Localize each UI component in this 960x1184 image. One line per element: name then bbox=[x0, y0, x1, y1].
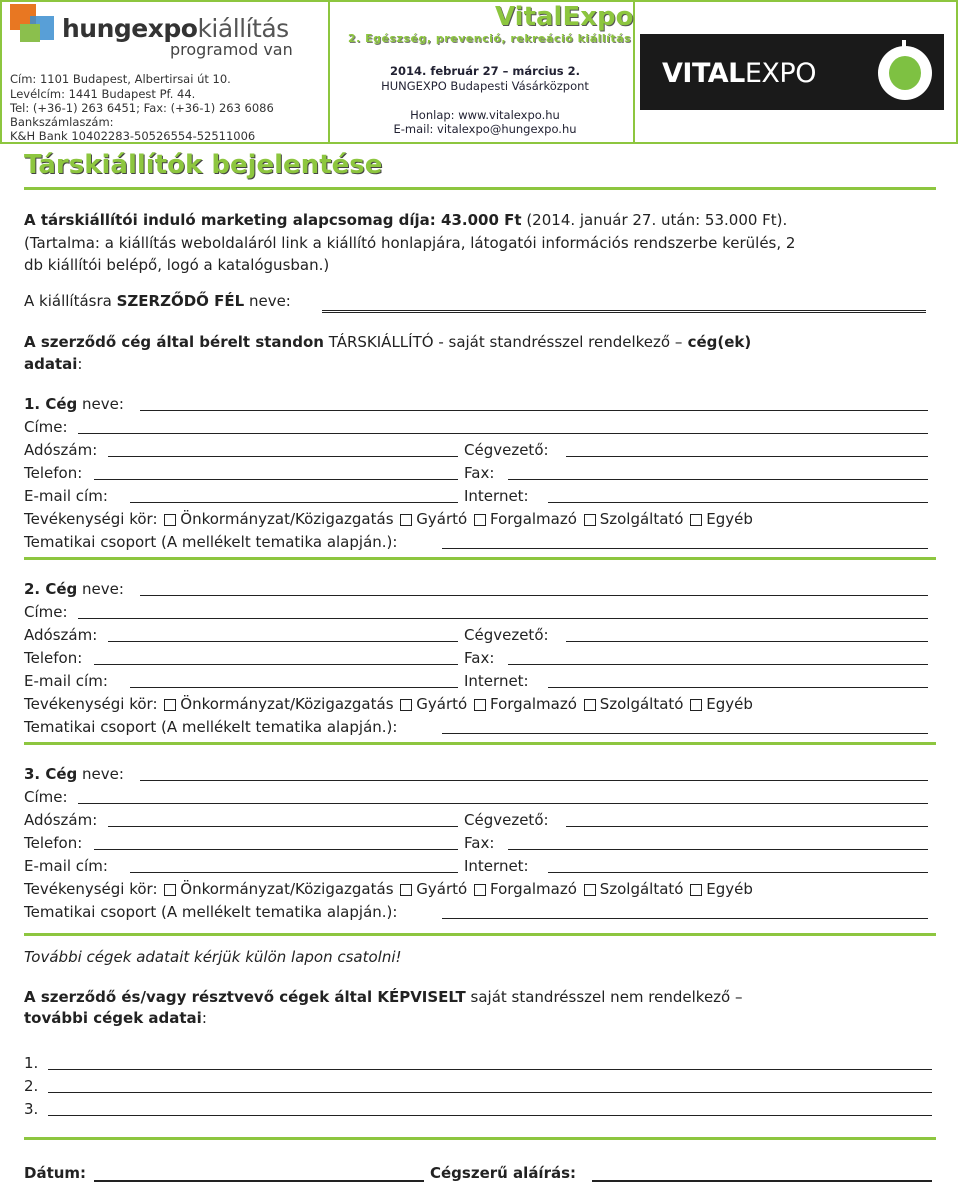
signature-label: Cégszerű aláírás: bbox=[430, 1164, 577, 1182]
activity-option-label: Forgalmazó bbox=[490, 880, 577, 898]
apple-icon bbox=[878, 46, 932, 100]
fax-label: Fax: bbox=[464, 834, 495, 852]
activity-row bbox=[24, 510, 753, 528]
activity-checkbox[interactable] bbox=[584, 884, 596, 896]
companies-head-colon: : bbox=[77, 355, 83, 373]
page-title: Társkiállítók bejelentése bbox=[24, 150, 383, 180]
contract-name-field[interactable] bbox=[322, 290, 926, 313]
activity-row bbox=[24, 695, 753, 713]
company-address-field[interactable] bbox=[78, 433, 928, 434]
company-number: 3. Cég bbox=[24, 765, 78, 783]
company-name-suffix: neve: bbox=[77, 765, 124, 783]
company-address-label: Címe: bbox=[24, 418, 68, 436]
activity-checkbox[interactable] bbox=[400, 884, 412, 896]
companies-head-end: cég(ek) bbox=[682, 333, 752, 351]
represented-item-label: 3. bbox=[24, 1100, 39, 1118]
activity-checkbox[interactable] bbox=[690, 884, 702, 896]
tax-number-label: Adószám: bbox=[24, 811, 98, 829]
internet-label: Internet: bbox=[464, 857, 529, 875]
phone-field[interactable] bbox=[94, 849, 458, 850]
represented-bold: A szerződő és/vagy résztvevő cégek által KÉPVISELT bbox=[24, 988, 466, 1006]
contract-bold: SZERZŐDŐ FÉL bbox=[116, 292, 245, 310]
logo-light: EXPO bbox=[744, 58, 816, 89]
phone-field[interactable] bbox=[94, 664, 458, 665]
company-name-label bbox=[24, 395, 124, 413]
company-address-field[interactable] bbox=[78, 618, 928, 619]
represented-item-field[interactable] bbox=[48, 1092, 932, 1093]
brand-bold: hungexpo bbox=[62, 14, 198, 43]
internet-label: Internet: bbox=[464, 487, 529, 505]
intro-bold: A társkiállítói induló marketing alapcsomag díja: 43.000 Ft bbox=[24, 211, 522, 229]
activity-checkbox[interactable] bbox=[164, 884, 176, 896]
activity-checkbox[interactable] bbox=[474, 699, 486, 711]
tax-number-label: Adószám: bbox=[24, 441, 98, 459]
phone-field[interactable] bbox=[94, 479, 458, 480]
internet-field[interactable] bbox=[548, 872, 928, 873]
internet-field[interactable] bbox=[548, 502, 928, 503]
event-title: VitalExpo bbox=[495, 2, 634, 32]
address-line: Cím: 1101 Budapest, Albertirsai út 10. bbox=[10, 72, 231, 86]
intro-line2: (Tartalma: a kiállítás weboldaláról link a kiállító honlapjára, látogatói információs rendszerbe kerülés, 2 bbox=[24, 234, 796, 252]
represented-heading-line2 bbox=[24, 1009, 207, 1027]
activity-option-label: Szolgáltató bbox=[599, 880, 684, 898]
activity-option-label: Önkormányzat/Közigazgatás bbox=[180, 695, 394, 713]
activity-option-label: Önkormányzat/Közigazgatás bbox=[180, 880, 394, 898]
divider bbox=[24, 557, 936, 560]
contract-post: neve: bbox=[244, 292, 291, 310]
header-divider bbox=[328, 0, 330, 144]
contract-pre: A kiállításra bbox=[24, 292, 117, 310]
divider bbox=[24, 187, 936, 190]
more-companies-note: További cégek adatait kérjük külön lapon csatolni! bbox=[24, 948, 402, 966]
company-name-field[interactable] bbox=[140, 780, 928, 781]
fax-field[interactable] bbox=[508, 664, 928, 665]
contract-label bbox=[24, 292, 291, 310]
activity-checkbox[interactable] bbox=[690, 514, 702, 526]
activity-option-label: Gyártó bbox=[416, 510, 468, 528]
event-venue: HUNGEXPO Budapesti Vásárközpont bbox=[381, 79, 589, 93]
represented-item-label: 1. bbox=[24, 1054, 39, 1072]
activity-label: Tevékenységi kör: bbox=[24, 510, 158, 528]
tax-number-label: Adószám: bbox=[24, 626, 98, 644]
represented-colon: : bbox=[201, 1009, 207, 1027]
activity-checkbox[interactable] bbox=[690, 699, 702, 711]
signature-field[interactable] bbox=[592, 1180, 932, 1182]
email-field[interactable] bbox=[130, 502, 458, 503]
fax-label: Fax: bbox=[464, 649, 495, 667]
activity-checkbox[interactable] bbox=[584, 514, 596, 526]
represented-line2: további cégek adatai bbox=[24, 1009, 202, 1027]
event-email[interactable]: E-mail: vitalexpo@hungexpo.hu bbox=[393, 122, 577, 136]
companies-heading-line2 bbox=[24, 355, 82, 373]
thematic-label: Tematikai csoport (A mellékelt tematika alapján.): bbox=[24, 718, 398, 736]
ceo-field[interactable] bbox=[566, 641, 928, 642]
fax-label: Fax: bbox=[464, 464, 495, 482]
company-number: 2. Cég bbox=[24, 580, 78, 598]
address-line: Tel: (+36-1) 263 6451; Fax: (+36-1) 263 6086 bbox=[10, 101, 274, 115]
represented-item-field[interactable] bbox=[48, 1115, 932, 1116]
represented-item-label: 2. bbox=[24, 1077, 39, 1095]
event-date: 2014. február 27 – március 2. bbox=[389, 64, 581, 78]
activity-option-label: Gyártó bbox=[416, 695, 468, 713]
ceo-label: Cégvezető: bbox=[464, 441, 549, 459]
represented-rest: saját standrésszel nem rendelkező – bbox=[465, 988, 743, 1006]
activity-checkbox[interactable] bbox=[474, 884, 486, 896]
activity-row bbox=[24, 880, 753, 898]
email-field[interactable] bbox=[130, 872, 458, 873]
thematic-label: Tematikai csoport (A mellékelt tematika alapján.): bbox=[24, 533, 398, 551]
ceo-label: Cégvezető: bbox=[464, 811, 549, 829]
activity-checkbox[interactable] bbox=[164, 514, 176, 526]
company-address-label: Címe: bbox=[24, 788, 68, 806]
activity-option-label: Gyártó bbox=[416, 880, 468, 898]
tax-number-field[interactable] bbox=[108, 826, 458, 827]
intro-line1 bbox=[24, 211, 787, 229]
companies-heading bbox=[24, 333, 751, 351]
activity-checkbox[interactable] bbox=[400, 514, 412, 526]
activity-option-label: Szolgáltató bbox=[599, 695, 684, 713]
companies-head-line2: adatai bbox=[24, 355, 78, 373]
phone-label: Telefon: bbox=[24, 649, 83, 667]
companies-head-mid: TÁRSKIÁLLÍTÓ - saját standrésszel rendelkező – bbox=[323, 333, 683, 351]
ceo-label: Cégvezető: bbox=[464, 626, 549, 644]
thematic-label: Tematikai csoport (A mellékelt tematika alapján.): bbox=[24, 903, 398, 921]
email-field[interactable] bbox=[130, 687, 458, 688]
email-label: E-mail cím: bbox=[24, 672, 108, 690]
activity-option-label: Szolgáltató bbox=[599, 510, 684, 528]
brand-tagline: programod van bbox=[170, 40, 293, 59]
company-name-label bbox=[24, 580, 124, 598]
address-line: Levélcím: 1441 Budapest Pf. 44. bbox=[10, 87, 196, 101]
phone-label: Telefon: bbox=[24, 464, 83, 482]
phone-label: Telefon: bbox=[24, 834, 83, 852]
apple-stem bbox=[902, 40, 906, 50]
email-label: E-mail cím: bbox=[24, 487, 108, 505]
company-name-label bbox=[24, 765, 124, 783]
activity-option-label: Forgalmazó bbox=[490, 510, 577, 528]
activity-checkbox[interactable] bbox=[584, 699, 596, 711]
activity-label: Tevékenységi kör: bbox=[24, 880, 158, 898]
address-line: K&H Bank 10402283-50526554-52511006 bbox=[10, 129, 256, 143]
tax-number-field[interactable] bbox=[108, 641, 458, 642]
company-name-suffix: neve: bbox=[77, 395, 124, 413]
intro-line3: db kiállítói belépő, logó a katalógusban.) bbox=[24, 256, 330, 274]
activity-option-label: Egyéb bbox=[706, 880, 753, 898]
fax-field[interactable] bbox=[508, 849, 928, 850]
activity-checkbox[interactable] bbox=[400, 699, 412, 711]
company-address-label: Címe: bbox=[24, 603, 68, 621]
company-name-suffix: neve: bbox=[77, 580, 124, 598]
date-label: Dátum: bbox=[24, 1164, 87, 1182]
internet-field[interactable] bbox=[548, 687, 928, 688]
thematic-field[interactable] bbox=[442, 548, 928, 549]
brand-light: kiállítás bbox=[197, 14, 289, 43]
ceo-field[interactable] bbox=[566, 826, 928, 827]
activity-checkbox[interactable] bbox=[474, 514, 486, 526]
activity-option-label: Egyéb bbox=[706, 510, 753, 528]
activity-option-label: Önkormányzat/Közigazgatás bbox=[180, 510, 394, 528]
company-name-field[interactable] bbox=[140, 410, 928, 411]
logo-bold: VITAL bbox=[662, 58, 745, 89]
divider bbox=[24, 933, 936, 936]
company-name-field[interactable] bbox=[140, 595, 928, 596]
activity-label: Tevékenységi kör: bbox=[24, 695, 158, 713]
internet-label: Internet: bbox=[464, 672, 529, 690]
email-label: E-mail cím: bbox=[24, 857, 108, 875]
represented-heading bbox=[24, 988, 743, 1006]
thematic-field[interactable] bbox=[442, 733, 928, 734]
activity-option-label: Egyéb bbox=[706, 695, 753, 713]
represented-item-field[interactable] bbox=[48, 1069, 932, 1070]
divider bbox=[24, 1137, 936, 1140]
thematic-field[interactable] bbox=[442, 918, 928, 919]
ceo-field[interactable] bbox=[566, 456, 928, 457]
company-number: 1. Cég bbox=[24, 395, 78, 413]
address-line: Bankszámlaszám: bbox=[10, 115, 114, 129]
date-field[interactable] bbox=[94, 1180, 424, 1182]
fax-field[interactable] bbox=[508, 479, 928, 480]
vitalexpo-logo bbox=[640, 34, 944, 110]
tax-number-field[interactable] bbox=[108, 456, 458, 457]
activity-checkbox[interactable] bbox=[164, 699, 176, 711]
divider bbox=[24, 742, 936, 745]
activity-option-label: Forgalmazó bbox=[490, 695, 577, 713]
event-subtitle: 2. Egészség, prevenció, rekreáció kiállítás bbox=[348, 32, 632, 45]
companies-head-bold: A szerződő cég által bérelt standon bbox=[24, 333, 324, 351]
intro-rest: (2014. január 27. után: 53.000 Ft). bbox=[521, 211, 788, 229]
event-website[interactable]: Honlap: www.vitalexpo.hu bbox=[410, 108, 560, 122]
company-address-field[interactable] bbox=[78, 803, 928, 804]
